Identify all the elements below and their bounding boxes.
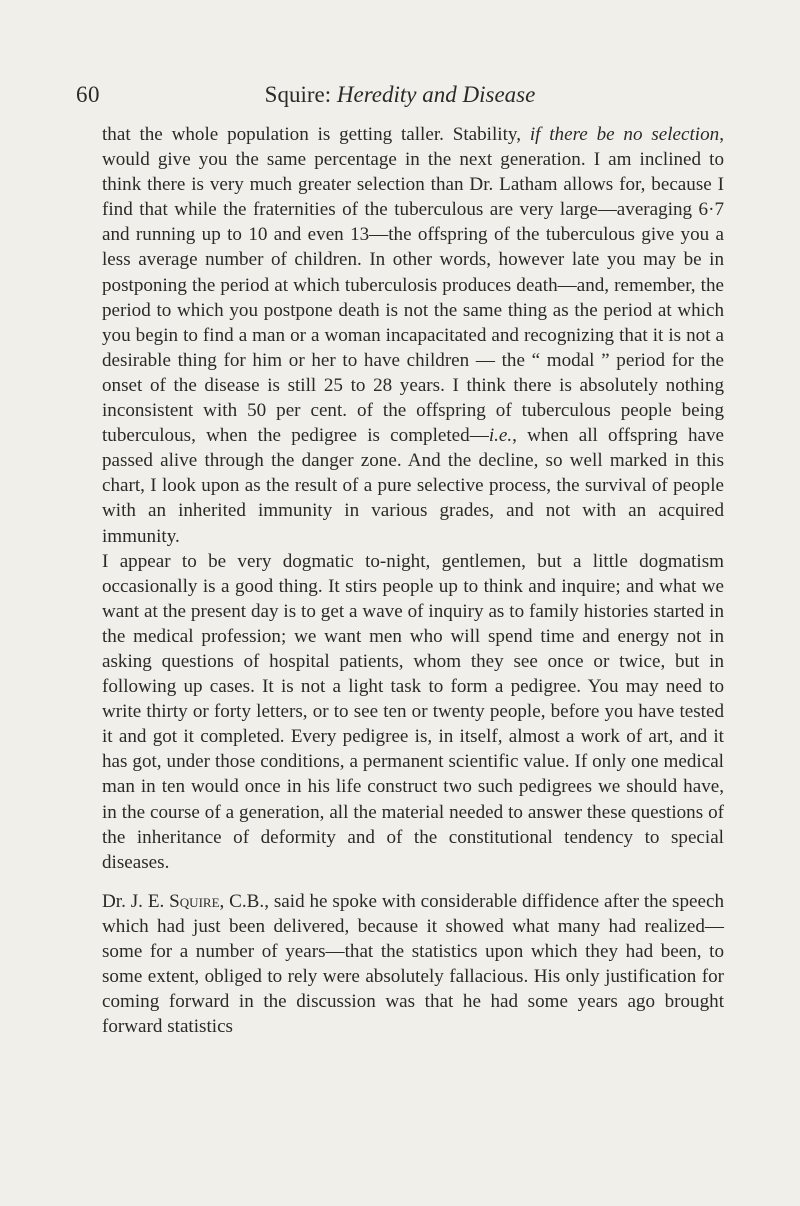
running-head-author: Squire: bbox=[264, 82, 337, 107]
paragraph-1-lead: that the whole population is getting taller. Stability, bbox=[102, 124, 530, 145]
running-head bbox=[0, 82, 800, 108]
paragraph-3-speaker-name: Squire bbox=[169, 890, 220, 912]
paragraph-1-tail: , when all offspring have passed alive through the danger zone. And the decline, so well marked in this chart, I look upon as the result of a pure selective process, the survival of people with an inherited immunity in various grades, and not with an acquired immunity. bbox=[102, 425, 724, 547]
paragraph-1-italic-ie: i.e. bbox=[488, 425, 513, 447]
paragraph-3-body: , C.B., said he spoke with considerable diffidence after the speech which had just been delivered, because it showed what many had realized—some for a number of years—that the statistics upon which they had been, to some extent, obliged to rely were absolutely fallacious. His only justification for coming forward in the discussion was that he had some years ago brought forward statistics bbox=[102, 890, 724, 1038]
paragraph-1 bbox=[102, 122, 724, 549]
paragraph-2: I appear to be very dogmatic to-night, gentlemen, but a little dogmatism occasionally is a good thing. It stirs people up to think and inquire; and what we want at the present day is to get a wave of inquiry as to family histories started in the medical profession; we want men who will spend time and energy not in asking questions of hospital patients, whom they see once or twice, but in following up cases. It is not a light task to form a pedigree. You may need to write thirty or forty letters, or to see ten or twenty people, before you have tested it and got it completed. Every pedigree is, in itself, almost a work of art, and it has got, under those conditions, a permanent scientific value. If only one medical man in ten would once in his life construct two such pedigrees we should have, in the course of a generation, all the material needed to answer these questions of the inheritance of deformity and of the constitutional tendency to special diseases. bbox=[102, 550, 724, 873]
running-head-title: Heredity and Disease bbox=[336, 82, 536, 107]
paragraph-1-body: , would give you the same percentage in the next generation. I am inclined to think there is very much greater selection than Dr. Latham allows for, because I find that while the fraternities of the tuberculous are very large—averaging 6·7 and running up to 10 and even 13—the offspring of the tuberculous give you a less average number of children. In other words, however late you may be in postponing the period at which tuberculosis produces death—and, remember, the period to which you postpone death is not the same thing as the period at which you begin to find a man or a woman incapacitated and recognizing that it is not a desirable thing for him or her to have children — the “ modal ” period for the onset of the disease is still 25 to 28 years. I think there is absolutely nothing inconsistent with 50 per cent. of the offspring of tuberculous people being tuberculous, when the pedigree is completed— bbox=[102, 124, 724, 447]
body-text bbox=[102, 122, 724, 1039]
page-number: 60 bbox=[76, 82, 100, 107]
page-header bbox=[0, 82, 800, 122]
paragraph-3-lead: Dr. J. E. bbox=[102, 890, 170, 912]
paragraph-3 bbox=[102, 889, 724, 1040]
paragraph-1-italic-phrase: if there be no selection bbox=[529, 124, 720, 145]
